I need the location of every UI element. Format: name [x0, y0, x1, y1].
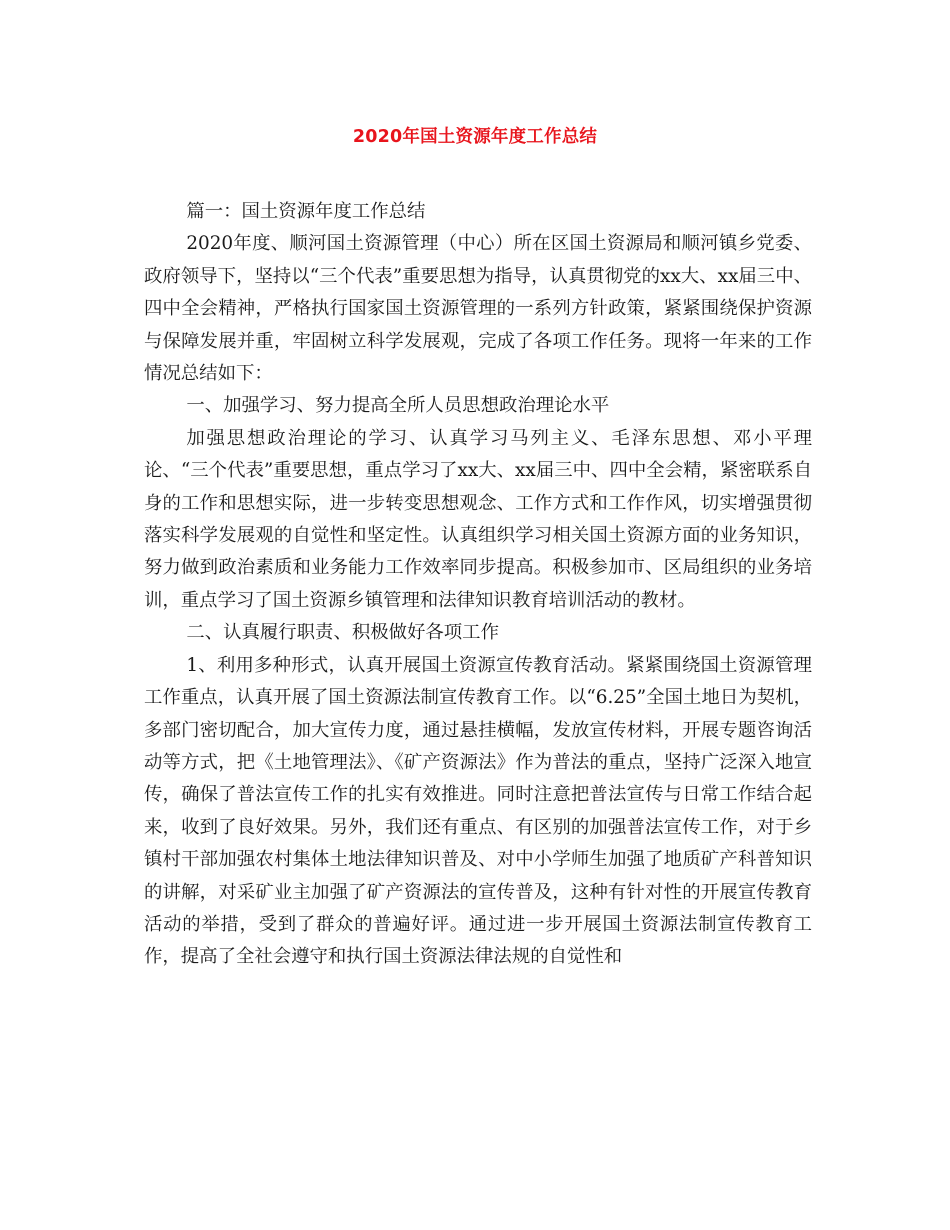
paragraph-intro: 2020年度、顺河国土资源管理（中心）所在区国土资源局和顺河镇乡党委、政府领导下，坚持以“三个代表”重要思想为指导，认真贯彻党的xx大、xx届三中、四中全会精神，严格执行国家国土资源管理的一系列方针政策，紧紧围绕保护资源与保障发展并重，牢固树立科学发展观，完成了各项工作任务。现将一年来的工作情况总结如下： — [144, 233, 812, 385]
section-heading: 篇一：国土资源年度工作总结 — [186, 201, 426, 222]
document-body — [144, 196, 812, 974]
section-heading: 二、认真履行职责、积极做好各项工作 — [186, 622, 499, 644]
paragraph-study: 加强思想政治理论的学习、认真学习马列主义、毛泽东思想、邓小平理论、“三个代表”重要思想，重点学习了xx大、xx届三中、四中全会精，紧密联系自身的工作和思想实际，进一步转变思想观念、工作方式和工作作风，切实增强贯彻落实科学发展观的自觉性和坚定性。认真组织学习相关国土资源方面的业务知识，努力做到政治素质和业务能力工作效率同步提高。积极参加市、区局组织的业务培训，重点学习了国土资源乡镇管理和法律知识教育培训活动的教材。 — [144, 427, 812, 611]
document-title: 2020年国土资源年度工作总结 — [352, 127, 598, 147]
section-heading: 一、加强学习、努力提高全所人员思想政治理论水平 — [186, 395, 610, 417]
paragraph-publicity: 1、利用多种形式，认真开展国土资源宣传教育活动。紧紧围绕国土资源管理工作重点，认真开展了国土资源法制宣传教育工作。以“6.25”全国土地日为契机，多部门密切配合，加大宣传力度，通过悬挂横幅，发放宣传材料，开展专题咨询活动等方式，把《土地管理法》、《矿产资源法》作为普法的重点，坚持广泛深入地宣传，确保了普法宣传工作的扎实有效推进。同时注意把普法宣传与日常工作结合起来，收到了良好效果。另外，我们还有重点、有区别的加强普法宣传工作，对于乡镇村干部加强农村集体土地法律知识普及、对中小学师生加强了地质矿产科普知识的讲解，对采矿业主加强了矿产资源法的宣传普及，这种有针对性的开展宣传教育活动的举措，受到了群众的普遍好评。通过进一步开展国土资源法制宣传教育工作，提高了全社会遵守和执行国土资源法律法规的自觉性和 — [144, 654, 812, 968]
